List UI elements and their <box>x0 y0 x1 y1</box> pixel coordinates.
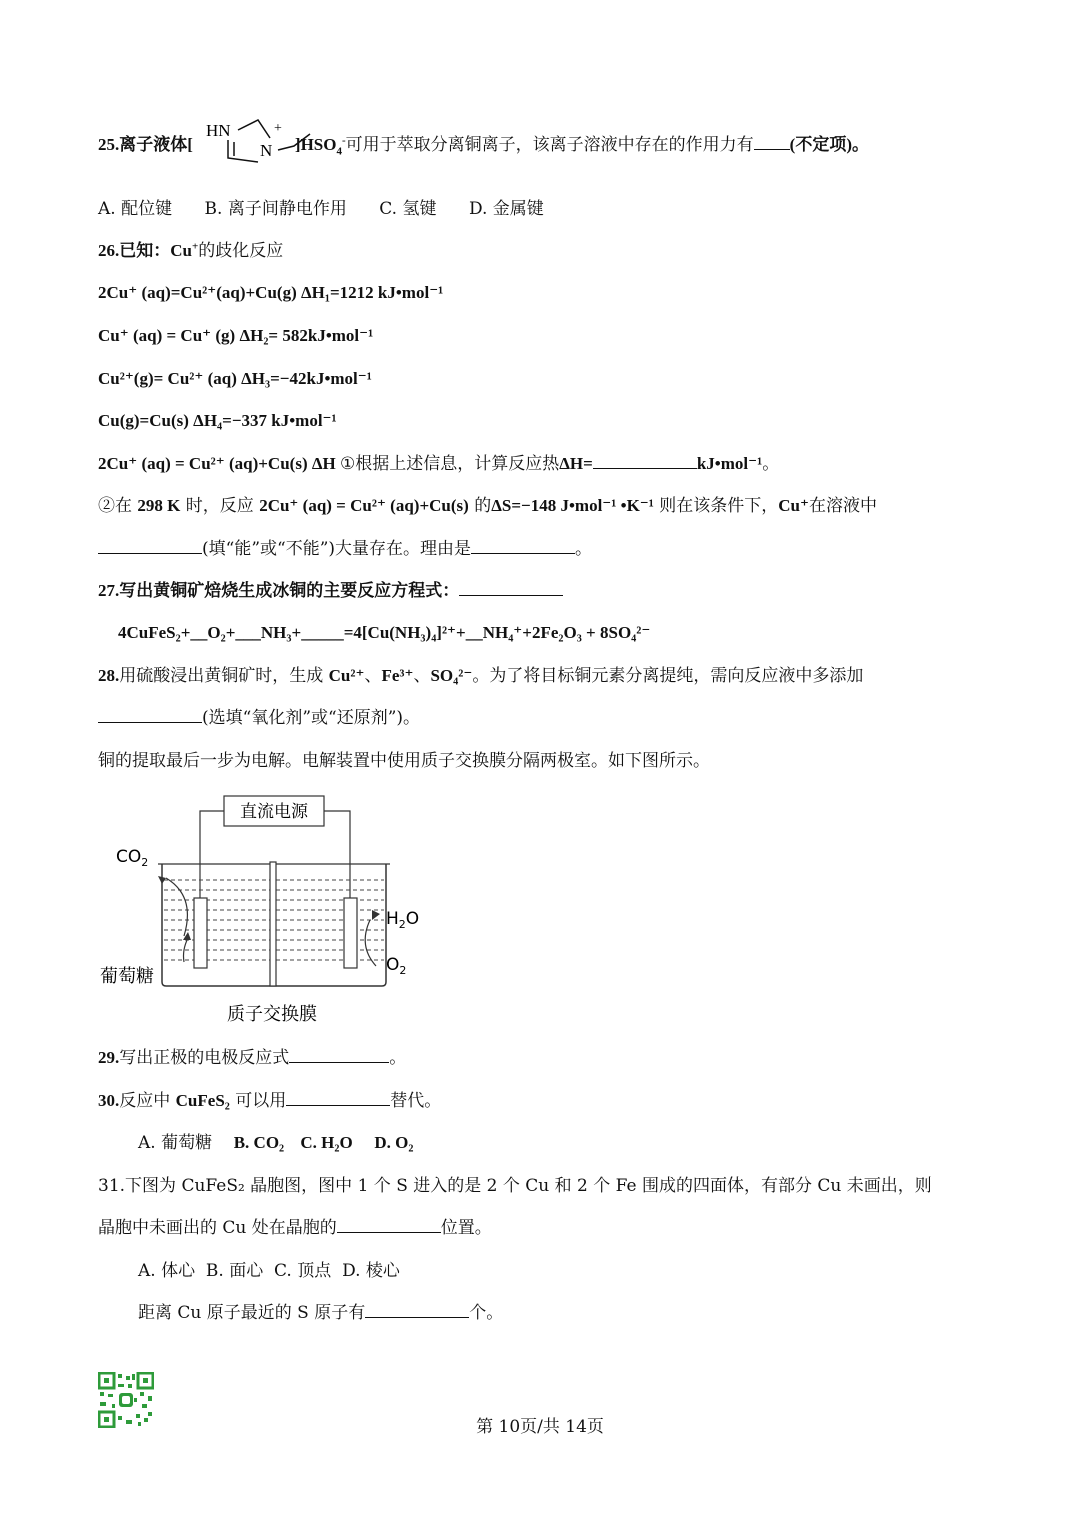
q31-option-a[interactable]: A. 体心 <box>138 1261 196 1281</box>
q25-prefix: 25.离子液体[ <box>98 135 193 154</box>
q30-num: 30. <box>98 1091 120 1110</box>
q25-anion-sup: - <box>341 134 346 147</box>
q31-blank-position[interactable] <box>337 1218 441 1233</box>
q31-line4-b: 个。 <box>469 1303 504 1323</box>
h2o-label: $H_2O$ <box>386 909 420 931</box>
q30-b: 反应中 <box>119 1091 176 1111</box>
right-electrode <box>344 898 357 968</box>
wire-right <box>324 811 350 898</box>
q26-blank-reason[interactable] <box>471 539 575 554</box>
q28-stem <box>98 665 863 687</box>
q29-text: 写出正极的电极反应式 <box>119 1048 290 1068</box>
q31-line2-a: 晶胞中未画出的 Cu 处在晶胞的 <box>98 1218 337 1238</box>
q25-option-a[interactable]: A. 配位键 <box>98 199 173 219</box>
power-label: 直流电源 <box>240 802 308 822</box>
q27-blank[interactable] <box>459 581 563 596</box>
q27-eq: 4CuFeS₂+__O₂+___NH₃+_____=4[Cu(NH₃)₄]²⁺+__NH₄⁺+2Fe₂O₃ + 8SO₄²⁻ <box>118 623 651 642</box>
struct-plus: + <box>274 121 282 136</box>
q26-p2-i: 在溶液中 <box>808 496 877 516</box>
q28-intro: 铜的提取最后一步为电解。电解装置中使用质子交换膜分隔两极室。如下图所示。 <box>98 751 710 771</box>
membrane-label: 质子交换膜 <box>227 1004 317 1025</box>
q28-b: 用硫酸浸出黄铜矿时，生成 <box>119 666 329 686</box>
q25-option-c[interactable]: C. 氢键 <box>379 199 437 219</box>
q26-p2-h: Cu⁺ <box>778 496 809 515</box>
q30-e: 替代。 <box>390 1091 442 1111</box>
q27-title <box>98 580 563 602</box>
q29-tail: 。 <box>389 1048 407 1068</box>
q29-blank[interactable] <box>289 1048 389 1063</box>
q26-p2-c: 时，反应 <box>180 496 260 516</box>
q26-p2-d: 2Cu⁺ (aq) = Cu²⁺ (aq)+Cu(s) <box>259 496 469 515</box>
q28-blank[interactable] <box>98 708 202 723</box>
q26-p2-b: 298 K <box>137 496 181 515</box>
q26-eq5-a: 2Cu⁺ (aq) = Cu²⁺ (aq)+Cu(s) ΔH <box>98 454 340 473</box>
right-arrow-curve <box>365 920 376 966</box>
q30-option-d[interactable]: D. O₂ <box>374 1133 414 1152</box>
q31-option-b[interactable]: B. 面心 <box>205 1261 264 1281</box>
q30-option-b[interactable]: B. CO₂ <box>233 1133 285 1152</box>
q30-options <box>138 1132 413 1154</box>
h2o-arrowhead <box>372 910 380 920</box>
q25-anion: ]HSO <box>294 135 337 154</box>
q29 <box>98 1047 406 1069</box>
q30-option-c[interactable]: C. H₂O <box>300 1133 353 1152</box>
q26-eq5-c: ΔH= <box>559 454 593 473</box>
q31-blank-count[interactable] <box>365 1303 469 1318</box>
q30-d: 可以用 <box>229 1091 287 1111</box>
q26-blank-dh[interactable] <box>593 454 697 469</box>
q31-line4-a: 距离 Cu 原子最近的 S 原子有 <box>138 1303 366 1323</box>
q25-text: 可用于萃取分离铜离子，该离子溶液中存在的作用力有 <box>345 135 754 154</box>
q26-eq5-d: kJ•mol⁻¹ <box>696 454 763 473</box>
q31-line2 <box>98 1217 492 1239</box>
q26-eq4: Cu(g)=Cu(s) ΔH₄=−337 kJ•mol⁻¹ <box>98 411 337 430</box>
q28-d: 、 <box>364 666 382 686</box>
wire-left <box>200 811 224 898</box>
q31-option-d[interactable]: D. 棱心 <box>342 1261 400 1281</box>
q25-option-b[interactable]: B. 离子间静电作用 <box>204 199 347 219</box>
q28-f: 、 <box>413 666 431 686</box>
q31-option-c[interactable]: C. 顶点 <box>274 1261 332 1281</box>
q26-p2-e: 的 <box>468 496 492 516</box>
q26-p2 <box>98 495 877 517</box>
q25-tail: (不定项)。 <box>789 135 869 154</box>
q28-c: Cu²⁺ <box>328 666 365 685</box>
o2-label: $O_2$ <box>386 955 407 977</box>
q26-title-tail: 的歧化反应 <box>198 241 284 260</box>
q30 <box>98 1090 441 1112</box>
q25-options <box>98 198 544 220</box>
q26-eq5-b: ①根据上述信息，计算反应热 <box>339 454 560 474</box>
q28-e: Fe³⁺ <box>381 666 414 685</box>
q30-option-a[interactable]: A. 葡萄糖 <box>138 1133 213 1153</box>
electrolysis-diagram <box>96 786 436 1031</box>
q26-p3-b: 。 <box>575 539 593 559</box>
glucose-label: 葡萄糖 <box>100 966 154 987</box>
q26-eq2: Cu⁺ (aq) = Cu⁺ (g) ΔH₂= 582kJ•mol⁻¹ <box>98 326 374 345</box>
q25-option-d[interactable]: D. 金属键 <box>468 199 544 219</box>
q26-eq3: Cu²⁺(g)= Cu²⁺ (aq) ΔH₃=−42kJ•mol⁻¹ <box>98 369 372 388</box>
q26-title-a: 26.已知：Cu <box>98 241 192 260</box>
q29-num: 29. <box>98 1048 120 1067</box>
q28-g: SO₄²⁻ <box>430 666 473 685</box>
q25-blank[interactable] <box>754 135 790 150</box>
q26-eq5-e: 。 <box>762 454 780 474</box>
q26-p3 <box>98 538 592 560</box>
proton-membrane <box>270 862 276 986</box>
q31-line4 <box>138 1302 503 1324</box>
q27-title-text: 27.写出黄铜矿焙烧生成冰铜的主要反应方程式： <box>98 581 460 600</box>
q28-line2-text: (选填“氧化剂”或“还原剂”)。 <box>202 708 421 728</box>
page-footer: 第 10页/共 14页 <box>476 1417 604 1437</box>
ring-top <box>238 120 270 138</box>
q26-blank-can[interactable] <box>98 539 202 554</box>
q30-blank[interactable] <box>286 1091 390 1106</box>
q26-p2-g: 则在该条件下， <box>653 496 779 516</box>
q26-p2-f: ΔS=−148 J•mol⁻¹ •K⁻¹ <box>491 496 654 515</box>
q31-line2-b: 位置。 <box>440 1218 492 1238</box>
q30-c: CuFeS₂ <box>175 1091 230 1110</box>
q26-p2-a: ②在 <box>98 496 138 516</box>
q26-eq1: 2Cu⁺ (aq)=Cu²⁺(aq)+Cu(g) ΔH₁=1212 kJ•mol⁻¹ <box>98 283 444 302</box>
struct-hn: HN <box>206 121 231 140</box>
q28-num: 28. <box>98 666 120 685</box>
ring-left <box>228 140 258 162</box>
q28-line2 <box>98 707 420 729</box>
q31-options <box>138 1260 400 1282</box>
left-arrow-curve <box>166 878 187 936</box>
ethyl-chain <box>278 134 310 150</box>
struct-n: N <box>260 141 273 160</box>
left-electrode <box>194 898 207 968</box>
q26-eq5 <box>98 453 779 475</box>
co2-label: $CO_2$ <box>116 847 149 869</box>
q26-p3-a: (填“能”或“不能”)大量存在。理由是 <box>202 539 472 559</box>
q26-title: 26.已知：Cu+的歧化反应 <box>98 240 284 260</box>
imidazolium-structure <box>198 112 328 172</box>
q31-line1: 31.下图为 CuFeS₂ 晶胞图，图中 1 个 S 进入的是 2 个 Cu 和 2 个 Fe 围成的四面体，有部分 Cu 未画出，则 <box>98 1176 932 1196</box>
q25-anion-sub: 4 <box>336 145 342 158</box>
q28-h: 。为了将目标铜元素分离提纯，需向反应液中多添加 <box>472 666 864 686</box>
